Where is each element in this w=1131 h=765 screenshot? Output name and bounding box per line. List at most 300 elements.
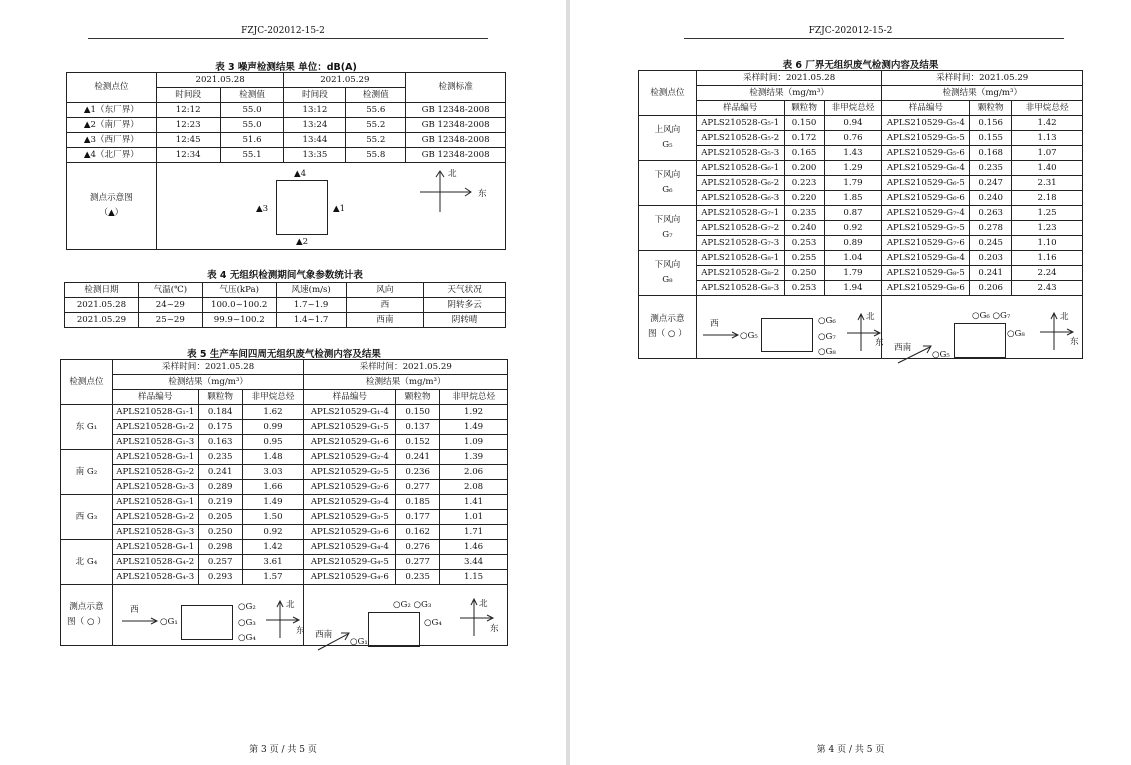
sample-id: APLS210529-G₂-6 bbox=[304, 480, 396, 495]
particulate-value: 0.235 bbox=[784, 206, 824, 221]
sample-id: APLS210529-G₇-4 bbox=[882, 206, 970, 221]
sample-id: APLS210528-G₁-3 bbox=[112, 435, 198, 450]
t6-header-result: 检测结果（mg/m³） bbox=[696, 86, 882, 101]
t6-header-nmhc: 非甲烷总烃 bbox=[1012, 101, 1083, 116]
t4-cell: 西 bbox=[346, 298, 424, 313]
t6-header-pm: 颗粒物 bbox=[784, 101, 824, 116]
table-row bbox=[639, 146, 1083, 161]
sample-id: APLS210528-G₇-3 bbox=[696, 236, 784, 251]
table5-caption: 表 5 生产车间四周无组织废气检测内容及结果 bbox=[187, 349, 381, 360]
particulate-value: 0.219 bbox=[198, 495, 242, 510]
particulate-value: 0.250 bbox=[784, 266, 824, 281]
sample-point-g1: ○G₁ bbox=[350, 637, 368, 647]
sample-id: APLS210528-G₃-2 bbox=[112, 510, 198, 525]
t4-header: 天气状况 bbox=[424, 283, 506, 298]
t3-point: ▲4（北厂界） bbox=[67, 148, 157, 163]
nmhc-value: 1.48 bbox=[242, 450, 304, 465]
particulate-value: 0.253 bbox=[784, 281, 824, 296]
wind-direction-west: 西 bbox=[130, 605, 139, 615]
sample-point-g6: ○G₆ bbox=[818, 316, 836, 326]
t3-time: 12:12 bbox=[156, 103, 220, 118]
t4-cell: 99.9~100.2 bbox=[202, 313, 276, 328]
nmhc-value: 1.01 bbox=[440, 510, 508, 525]
particulate-value: 0.223 bbox=[784, 176, 824, 191]
table-row bbox=[65, 313, 506, 328]
t6-header-nmhc: 非甲烷总烃 bbox=[824, 101, 882, 116]
group-label-line1: 下风向 bbox=[654, 170, 681, 180]
nmhc-value: 2.08 bbox=[440, 480, 508, 495]
workshop-box bbox=[181, 605, 233, 640]
group-point-label: 南 G₂ bbox=[61, 450, 113, 495]
sample-id: APLS210528-G₅-2 bbox=[696, 131, 784, 146]
sample-point-g2: ○G₂ bbox=[238, 602, 256, 612]
nmhc-value: 2.31 bbox=[1012, 176, 1083, 191]
t5-header-pm: 颗粒物 bbox=[198, 390, 242, 405]
group-label-line1: 下风向 bbox=[654, 260, 681, 270]
nmhc-value: 1.62 bbox=[242, 405, 304, 420]
table-row bbox=[65, 298, 506, 313]
t3-value: 55.2 bbox=[346, 133, 406, 148]
t4-cell: 2021.05.29 bbox=[65, 313, 139, 328]
t3-value: 51.6 bbox=[220, 133, 284, 148]
plant-boundary-box bbox=[276, 180, 328, 235]
particulate-value: 0.175 bbox=[198, 420, 242, 435]
nmhc-value: 1.29 bbox=[824, 161, 882, 176]
t5-header-sample: 样品编号 bbox=[304, 390, 396, 405]
sample-point-g8: ○G₈ bbox=[818, 347, 836, 357]
t3-value: 55.0 bbox=[220, 103, 284, 118]
nmhc-value: 1.09 bbox=[440, 435, 508, 450]
t4-header: 检测日期 bbox=[65, 283, 139, 298]
nmhc-value: 1.42 bbox=[1012, 116, 1083, 131]
t4-header: 气压(kPa) bbox=[202, 283, 276, 298]
nmhc-value: 1.42 bbox=[242, 540, 304, 555]
sample-id: APLS210529-G₂-5 bbox=[304, 465, 396, 480]
particulate-value: 0.184 bbox=[198, 405, 242, 420]
compass-east-label: 东 bbox=[875, 338, 884, 348]
particulate-value: 0.150 bbox=[784, 116, 824, 131]
sample-id: APLS210529-G₄-4 bbox=[304, 540, 396, 555]
sample-points-g6-g7: ○G₆ ○G₇ bbox=[972, 311, 1011, 321]
table-row bbox=[61, 480, 508, 495]
sample-id: APLS210529-G₁-4 bbox=[304, 405, 396, 420]
sample-id: APLS210529-G₇-5 bbox=[882, 221, 970, 236]
diagram-label-line1: 测点示意 bbox=[69, 602, 104, 612]
nmhc-value: 2.18 bbox=[1012, 191, 1083, 206]
t6-header-sample: 样品编号 bbox=[882, 101, 970, 116]
t3-point: ▲1（东厂界） bbox=[67, 103, 157, 118]
table-row bbox=[639, 176, 1083, 191]
sample-id: APLS210529-G₆-5 bbox=[882, 176, 970, 191]
table-row bbox=[61, 405, 508, 420]
sample-id: APLS210528-G₇-2 bbox=[696, 221, 784, 236]
particulate-value: 0.250 bbox=[198, 525, 242, 540]
t3-value: 55.2 bbox=[346, 118, 406, 133]
compass-east-label: 东 bbox=[478, 189, 487, 199]
sample-id: APLS210528-G₈-3 bbox=[696, 281, 784, 296]
sample-id: APLS210528-G₆-3 bbox=[696, 191, 784, 206]
workshop-box bbox=[368, 612, 420, 647]
particulate-value: 0.253 bbox=[784, 236, 824, 251]
noise-point-1: ▲1 bbox=[333, 204, 346, 214]
plant-box bbox=[954, 323, 1006, 358]
t3-time: 13:24 bbox=[284, 118, 346, 133]
nmhc-value: 1.79 bbox=[824, 176, 882, 191]
sample-id: APLS210529-G₈-4 bbox=[882, 251, 970, 266]
sample-point-g5: ○G₅ bbox=[740, 331, 758, 341]
nmhc-value: 1.41 bbox=[440, 495, 508, 510]
table3-caption: 表 3 噪声检测结果 单位：dB(A) bbox=[215, 62, 357, 73]
t5-body bbox=[61, 405, 508, 585]
group-point-label bbox=[639, 116, 697, 161]
table4-caption: 表 4 无组织检测期间气象参数统计表 bbox=[207, 270, 363, 281]
table-row bbox=[639, 281, 1083, 296]
nmhc-value: 0.92 bbox=[824, 221, 882, 236]
particulate-value: 0.289 bbox=[198, 480, 242, 495]
nmhc-value: 0.95 bbox=[242, 435, 304, 450]
table-row bbox=[67, 103, 506, 118]
t3-header-period: 时间段 bbox=[156, 88, 220, 103]
particulate-value: 0.206 bbox=[970, 281, 1012, 296]
nmhc-value: 1.04 bbox=[824, 251, 882, 266]
table-row bbox=[639, 206, 1083, 221]
particulate-value: 0.137 bbox=[396, 420, 440, 435]
t6-body bbox=[639, 116, 1083, 296]
group-label-line1: 下风向 bbox=[654, 215, 681, 225]
nmhc-value: 3.61 bbox=[242, 555, 304, 570]
diagram-label-line1: 测点示意图 bbox=[89, 193, 133, 203]
t6-header-time1: 采样时间：2021.05.28 bbox=[696, 71, 882, 86]
particulate-value: 0.220 bbox=[784, 191, 824, 206]
table-row bbox=[61, 465, 508, 480]
particulate-value: 0.277 bbox=[396, 480, 440, 495]
nmhc-value: 1.43 bbox=[824, 146, 882, 161]
table-row bbox=[61, 495, 508, 510]
t3-standard: GB 12348-2008 bbox=[406, 133, 506, 148]
sample-id: APLS210528-G₇-1 bbox=[696, 206, 784, 221]
t4-cell: 阴转多云 bbox=[424, 298, 506, 313]
t4-cell: 100.0~100.2 bbox=[202, 298, 276, 313]
wind-arrow-icon bbox=[898, 341, 934, 365]
page-4 bbox=[570, 0, 1131, 765]
table-row bbox=[67, 118, 506, 133]
t6-diagram-label bbox=[639, 296, 697, 359]
particulate-value: 0.255 bbox=[784, 251, 824, 266]
t3-header-standard: 检测标准 bbox=[406, 73, 506, 103]
nmhc-value: 1.57 bbox=[242, 570, 304, 585]
sample-id: APLS210529-G₅-4 bbox=[882, 116, 970, 131]
diagram-label-line2: 图（ ○ ） bbox=[648, 329, 687, 339]
nmhc-value: 0.87 bbox=[824, 206, 882, 221]
nmhc-value: 1.40 bbox=[1012, 161, 1083, 176]
group-label-line1: 上风向 bbox=[654, 125, 681, 135]
t3-time: 12:45 bbox=[156, 133, 220, 148]
table-row bbox=[61, 420, 508, 435]
t4-cell: 1.4~1.7 bbox=[276, 313, 346, 328]
t3-standard: GB 12348-2008 bbox=[406, 148, 506, 163]
wind-direction-southwest: 西南 bbox=[894, 343, 912, 353]
table4-weather bbox=[64, 282, 506, 328]
table-row bbox=[61, 555, 508, 570]
t6-header-sample: 样品编号 bbox=[696, 101, 784, 116]
particulate-value: 0.152 bbox=[396, 435, 440, 450]
particulate-value: 0.278 bbox=[970, 221, 1012, 236]
table6-caption: 表 6 厂界无组织废气检测内容及结果 bbox=[782, 60, 939, 71]
particulate-value: 0.150 bbox=[396, 405, 440, 420]
nmhc-value: 1.13 bbox=[1012, 131, 1083, 146]
sample-point-g8: ○G₈ bbox=[1007, 329, 1025, 339]
sample-id: APLS210529-G₅-6 bbox=[882, 146, 970, 161]
sample-id: APLS210528-G₂-3 bbox=[112, 480, 198, 495]
particulate-value: 0.235 bbox=[198, 450, 242, 465]
nmhc-value: 1.07 bbox=[1012, 146, 1083, 161]
page-footer: 第 3 页 / 共 5 页 bbox=[249, 745, 317, 755]
particulate-value: 0.240 bbox=[970, 191, 1012, 206]
sample-id: APLS210529-G₅-5 bbox=[882, 131, 970, 146]
t5-header-nmhc: 非甲烷总烃 bbox=[440, 390, 508, 405]
table-row bbox=[61, 435, 508, 450]
table-row bbox=[639, 161, 1083, 176]
nmhc-value: 1.23 bbox=[1012, 221, 1083, 236]
nmhc-value: 1.85 bbox=[824, 191, 882, 206]
particulate-value: 0.156 bbox=[970, 116, 1012, 131]
particulate-value: 0.245 bbox=[970, 236, 1012, 251]
particulate-value: 0.235 bbox=[970, 161, 1012, 176]
nmhc-value: 1.94 bbox=[824, 281, 882, 296]
nmhc-value: 3.03 bbox=[242, 465, 304, 480]
sample-id: APLS210529-G₈-6 bbox=[882, 281, 970, 296]
nmhc-value: 1.15 bbox=[440, 570, 508, 585]
t3-point: ▲3（西厂界） bbox=[67, 133, 157, 148]
sample-id: APLS210528-G₃-1 bbox=[112, 495, 198, 510]
sample-id: APLS210529-G₆-4 bbox=[882, 161, 970, 176]
t3-standard: GB 12348-2008 bbox=[406, 103, 506, 118]
t3-value: 55.0 bbox=[220, 118, 284, 133]
group-point-label bbox=[639, 251, 697, 296]
table-row bbox=[67, 133, 506, 148]
header-rule bbox=[684, 38, 1064, 39]
compass-east-label: 东 bbox=[296, 626, 305, 636]
table-row bbox=[67, 148, 506, 163]
noise-point-3: ▲3 bbox=[256, 204, 269, 214]
t5-header-point: 检测点位 bbox=[61, 360, 113, 405]
particulate-value: 0.155 bbox=[970, 131, 1012, 146]
page-header-doc-id: FZJC-202012-15-2 bbox=[241, 26, 325, 36]
t6-header-time2: 采样时间：2021.05.29 bbox=[882, 71, 1083, 86]
group-point-label: 西 G₃ bbox=[61, 495, 113, 540]
sample-id: APLS210529-G₈-5 bbox=[882, 266, 970, 281]
particulate-value: 0.257 bbox=[198, 555, 242, 570]
t3-value: 55.8 bbox=[346, 148, 406, 163]
table-row bbox=[639, 116, 1083, 131]
t6-header-pm: 颗粒物 bbox=[970, 101, 1012, 116]
wind-arrow-icon bbox=[703, 329, 743, 341]
particulate-value: 0.236 bbox=[396, 465, 440, 480]
group-label-line2: G₈ bbox=[662, 275, 673, 285]
nmhc-value: 1.39 bbox=[440, 450, 508, 465]
t4-cell: 25~29 bbox=[138, 313, 202, 328]
t6-header-point: 检测点位 bbox=[639, 71, 697, 116]
sample-points-g2-g3: ○G₂ ○G₃ bbox=[393, 600, 432, 610]
nmhc-value: 1.16 bbox=[1012, 251, 1083, 266]
nmhc-value: 0.89 bbox=[824, 236, 882, 251]
table-row bbox=[61, 450, 508, 465]
particulate-value: 0.205 bbox=[198, 510, 242, 525]
nmhc-value: 1.49 bbox=[242, 495, 304, 510]
wind-arrow-icon bbox=[318, 628, 352, 652]
sample-point-g7: ○G₇ bbox=[818, 332, 836, 342]
compass-north-label: 北 bbox=[448, 169, 457, 179]
diagram-label-line2: （▲） bbox=[99, 208, 124, 218]
t4-cell: 西南 bbox=[346, 313, 424, 328]
particulate-value: 0.263 bbox=[970, 206, 1012, 221]
diagram-label-line1: 测点示意 bbox=[650, 314, 685, 324]
t6-header-result: 检测结果（mg/m³） bbox=[882, 86, 1083, 101]
sample-id: APLS210529-G₄-6 bbox=[304, 570, 396, 585]
t3-header-date1: 2021.05.28 bbox=[156, 73, 284, 88]
nmhc-value: 2.24 bbox=[1012, 266, 1083, 281]
sample-id: APLS210528-G₈-2 bbox=[696, 266, 784, 281]
group-point-label: 北 G₄ bbox=[61, 540, 113, 585]
sample-point-g5: ○G₅ bbox=[932, 350, 950, 360]
table-row bbox=[639, 191, 1083, 206]
particulate-value: 0.172 bbox=[784, 131, 824, 146]
noise-point-4: ▲4 bbox=[294, 169, 307, 179]
nmhc-value: 0.76 bbox=[824, 131, 882, 146]
t4-cell: 2021.05.28 bbox=[65, 298, 139, 313]
t4-cell: 1.7~1.9 bbox=[276, 298, 346, 313]
nmhc-value: 1.46 bbox=[440, 540, 508, 555]
group-label-line2: G₆ bbox=[662, 185, 673, 195]
table-row bbox=[639, 221, 1083, 236]
nmhc-value: 1.92 bbox=[440, 405, 508, 420]
t4-cell: 24~29 bbox=[138, 298, 202, 313]
particulate-value: 0.293 bbox=[198, 570, 242, 585]
t4-header: 风向 bbox=[346, 283, 424, 298]
t3-standard: GB 12348-2008 bbox=[406, 118, 506, 133]
particulate-value: 0.241 bbox=[198, 465, 242, 480]
table-row bbox=[639, 131, 1083, 146]
nmhc-value: 1.49 bbox=[440, 420, 508, 435]
sample-id: APLS210528-G₂-1 bbox=[112, 450, 198, 465]
sample-id: APLS210529-G₁-6 bbox=[304, 435, 396, 450]
sample-id: APLS210528-G₁-1 bbox=[112, 405, 198, 420]
table-row bbox=[61, 570, 508, 585]
compass-east-label: 东 bbox=[1070, 337, 1079, 347]
sample-id: APLS210528-G₂-2 bbox=[112, 465, 198, 480]
nmhc-value: 1.66 bbox=[242, 480, 304, 495]
sample-id: APLS210528-G₆-2 bbox=[696, 176, 784, 191]
table-row bbox=[61, 525, 508, 540]
particulate-value: 0.276 bbox=[396, 540, 440, 555]
nmhc-value: 2.43 bbox=[1012, 281, 1083, 296]
table-row bbox=[639, 236, 1083, 251]
table-row bbox=[61, 510, 508, 525]
nmhc-value: 0.94 bbox=[824, 116, 882, 131]
t5-header-result: 检测结果（mg/m³） bbox=[304, 375, 508, 390]
wind-direction-southwest: 西南 bbox=[315, 630, 333, 640]
sample-id: APLS210528-G₄-3 bbox=[112, 570, 198, 585]
t3-time: 13:44 bbox=[284, 133, 346, 148]
t3-time: 12:23 bbox=[156, 118, 220, 133]
nmhc-value: 2.06 bbox=[440, 465, 508, 480]
compass-north-label: 北 bbox=[286, 600, 295, 610]
t4-header: 气温(℃) bbox=[138, 283, 202, 298]
t3-header-value: 检测值 bbox=[346, 88, 406, 103]
sample-id: APLS210528-G₅-3 bbox=[696, 146, 784, 161]
t3-value: 55.1 bbox=[220, 148, 284, 163]
sample-id: APLS210529-G₆-6 bbox=[882, 191, 970, 206]
particulate-value: 0.200 bbox=[784, 161, 824, 176]
t3-header-value: 检测值 bbox=[220, 88, 284, 103]
particulate-value: 0.165 bbox=[784, 146, 824, 161]
t3-time: 13:12 bbox=[284, 103, 346, 118]
plant-box bbox=[761, 318, 813, 352]
sample-id: APLS210528-G₅-1 bbox=[696, 116, 784, 131]
sample-id: APLS210529-G₂-4 bbox=[304, 450, 396, 465]
nmhc-value: 0.92 bbox=[242, 525, 304, 540]
particulate-value: 0.241 bbox=[970, 266, 1012, 281]
sample-id: APLS210528-G₄-2 bbox=[112, 555, 198, 570]
sample-id: APLS210529-G₃-6 bbox=[304, 525, 396, 540]
nmhc-value: 1.71 bbox=[440, 525, 508, 540]
sample-id: APLS210529-G₄-5 bbox=[304, 555, 396, 570]
t4-cell: 阴转晴 bbox=[424, 313, 506, 328]
t5-header-result: 检测结果（mg/m³） bbox=[112, 375, 304, 390]
t5-header-time1: 采样时间：2021.05.28 bbox=[112, 360, 304, 375]
particulate-value: 0.177 bbox=[396, 510, 440, 525]
t3-time: 12:34 bbox=[156, 148, 220, 163]
sample-point-g4: ○G₄ bbox=[238, 633, 256, 643]
particulate-value: 0.277 bbox=[396, 555, 440, 570]
page-footer: 第 4 页 / 共 5 页 bbox=[816, 745, 885, 755]
noise-point-2: ▲2 bbox=[296, 237, 309, 247]
compass-north-label: 北 bbox=[1060, 312, 1069, 322]
particulate-value: 0.185 bbox=[396, 495, 440, 510]
nmhc-value: 1.25 bbox=[1012, 206, 1083, 221]
group-label-line2: G₅ bbox=[662, 140, 673, 150]
particulate-value: 0.168 bbox=[970, 146, 1012, 161]
sample-id: APLS210529-G₃-4 bbox=[304, 495, 396, 510]
particulate-value: 0.163 bbox=[198, 435, 242, 450]
compass-north-label: 北 bbox=[479, 599, 488, 609]
t5-diagram-label bbox=[61, 585, 113, 646]
sample-point-g3: ○G₃ bbox=[238, 618, 256, 628]
compass-east-label: 东 bbox=[490, 624, 499, 634]
nmhc-value: 3.44 bbox=[440, 555, 508, 570]
sample-id: APLS210529-G₁-5 bbox=[304, 420, 396, 435]
sample-id: APLS210528-G₃-3 bbox=[112, 525, 198, 540]
nmhc-value: 0.99 bbox=[242, 420, 304, 435]
table-row bbox=[639, 251, 1083, 266]
group-point-label: 东 G₁ bbox=[61, 405, 113, 450]
t3-point: ▲2（南厂界） bbox=[67, 118, 157, 133]
particulate-value: 0.235 bbox=[396, 570, 440, 585]
particulate-value: 0.298 bbox=[198, 540, 242, 555]
t5-header-pm: 颗粒物 bbox=[396, 390, 440, 405]
group-point-label bbox=[639, 161, 697, 206]
compass-north-label: 北 bbox=[866, 312, 875, 322]
t3-header-date2: 2021.05.29 bbox=[284, 73, 406, 88]
particulate-value: 0.240 bbox=[784, 221, 824, 236]
nmhc-value: 1.10 bbox=[1012, 236, 1083, 251]
diagram-label-line2: 图（ ○ ） bbox=[67, 617, 106, 627]
wind-direction-west: 西 bbox=[710, 319, 719, 329]
t3-value: 55.6 bbox=[346, 103, 406, 118]
table-row bbox=[639, 266, 1083, 281]
t4-header: 风速(m/s) bbox=[276, 283, 346, 298]
nmhc-value: 1.50 bbox=[242, 510, 304, 525]
